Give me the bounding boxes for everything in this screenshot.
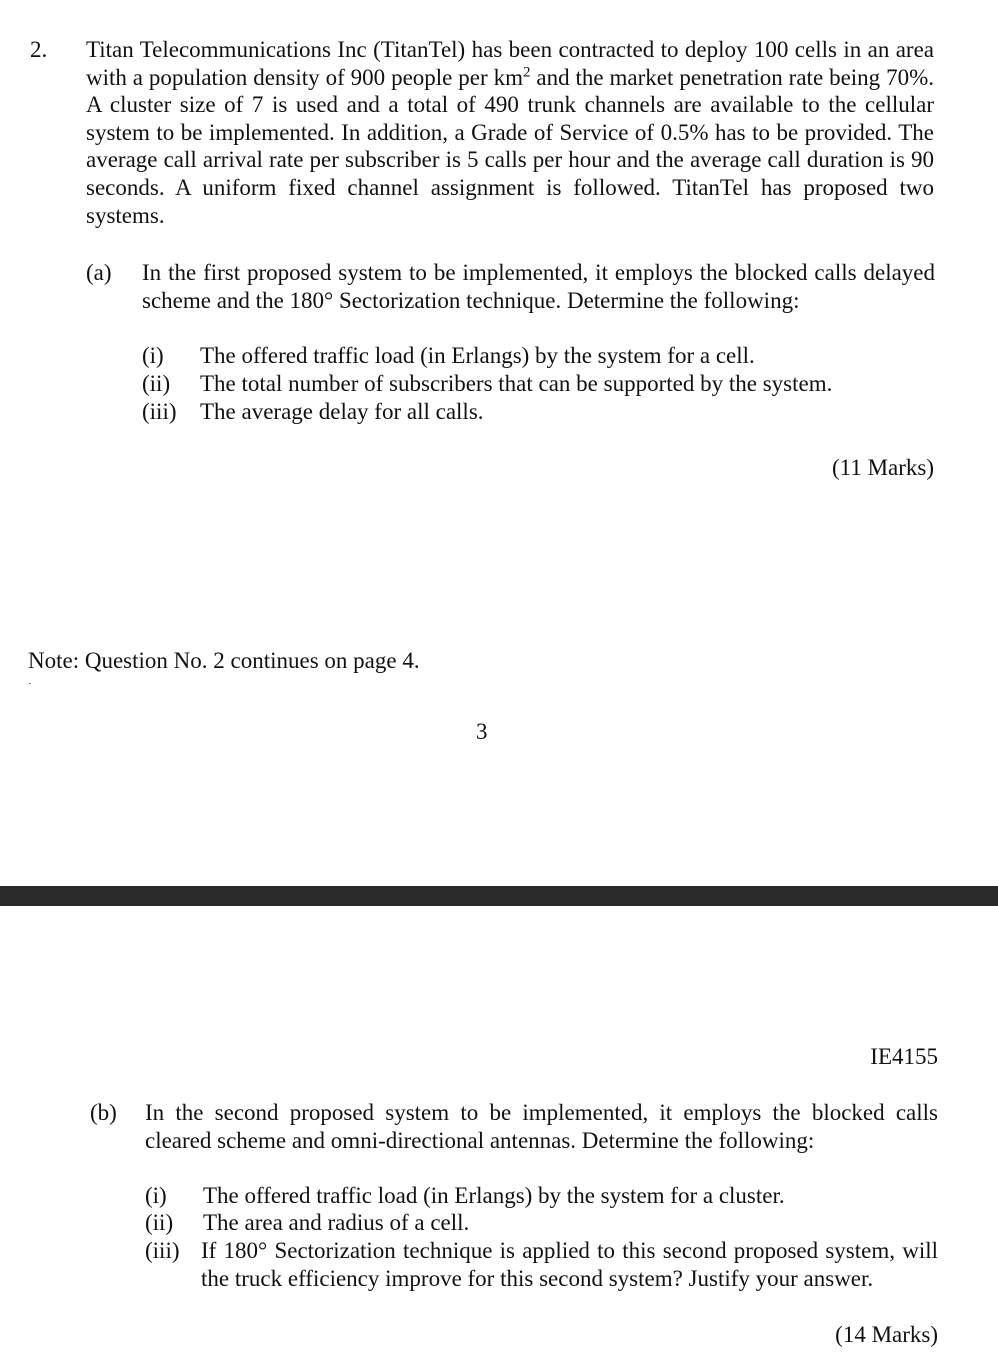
part-b-item-2-text: The area and radius of a cell. (203, 1210, 470, 1235)
scan-mark (29, 683, 31, 684)
part-b-item-2-num: (ii) (145, 1210, 174, 1235)
course-code-header: IE4155 (870, 1044, 938, 1069)
part-b-item-1-num: (i) (145, 1183, 167, 1208)
part-b-text: In the second proposed system to be implemented, it employs the blocked calls cleared scheme and omni-directional antennas. Determine the following: (145, 1100, 938, 1153)
page-number: 3 (476, 719, 488, 744)
part-a-marks: (11 Marks) (832, 455, 934, 480)
part-a-item-3-text: The average delay for all calls. (200, 399, 484, 424)
part-b-item-3-text: If 180° Sectorization technique is applied to this second proposed system, will the truck efficiency improve for this second system? Justify your answer. (201, 1238, 938, 1291)
part-b-item-1-text: The offered traffic load (in Erlangs) by the system for a cluster. (203, 1183, 785, 1208)
question-intro-continued: and the market penetration rate being 70%. A cluster size of 7 is used and a total of 490 trunk channels are available to the cellular system to be implemented. In addition, a Grade of Service of 0.5% has to be provided. The average call arrival rate per subscriber is 5 calls per hour and the average call duration is 90 seconds. A uniform fixed channel assignment is followed. TitanTel has proposed two systems. (86, 64, 934, 228)
part-a-text: In the first proposed system to be implemented, it employs the blocked calls delayed scheme and the 180° Sectorization technique. Determine the following: (142, 260, 935, 313)
part-a-label: (a) (86, 260, 112, 285)
part-a-item-2-text: The total number of subscribers that can be supported by the system. (200, 371, 833, 396)
part-b-label: (b) (90, 1100, 117, 1125)
part-a-item-3-num: (iii) (142, 399, 177, 424)
part-b-item-3 (145, 1237, 938, 1292)
question-intro-text: Titan Telecommunications Inc (TitanTel) has been contracted to deploy 100 cells in an area with a population density of 900 people per km (86, 37, 934, 90)
part-b-marks: (14 Marks) (835, 1322, 938, 1347)
continuation-note: Note: Question No. 2 continues on page 4. (28, 648, 420, 673)
question-number: 2. (30, 37, 48, 62)
question-intro (86, 36, 934, 229)
part-a-item-1-num: (i) (142, 343, 164, 368)
km-squared-superscript: 2 (522, 63, 531, 80)
part-a-item-1-text: The offered traffic load (in Erlangs) by the system for a cell. (200, 343, 755, 368)
part-b-item-3-num: (iii) (145, 1238, 180, 1263)
page-divider (0, 886, 998, 906)
part-a-item-2-num: (ii) (142, 371, 171, 396)
